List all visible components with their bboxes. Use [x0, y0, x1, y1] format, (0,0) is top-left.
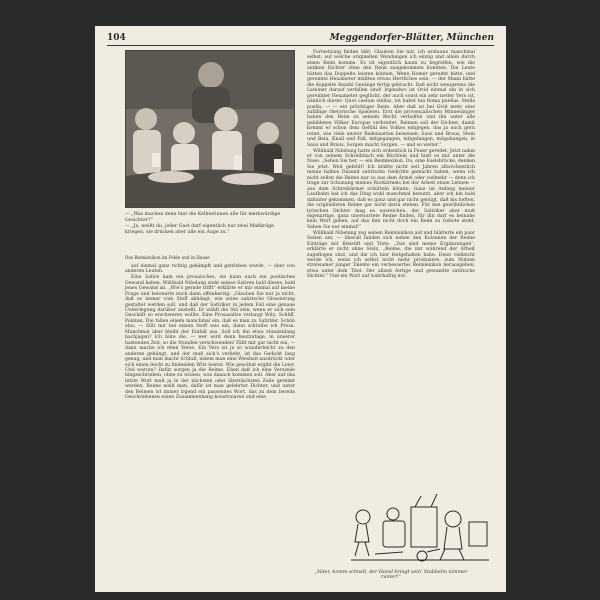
left-column: [125, 264, 295, 401]
tavern-illustration-drawing: [126, 51, 295, 208]
illustration-caption: [125, 212, 295, 236]
running-title: Meggendorfer-Blätter, München: [329, 33, 494, 43]
caption-line: — „Ja, weißt du, jeder Gast darf eigentlich nur zwei Maßkrüge kriegen, sie drücken aber alle ein Auge zu.“: [125, 224, 275, 235]
right-column: [307, 50, 475, 280]
magazine-page: [95, 26, 506, 592]
paragraph: auf einmal ganz richtig gekämpft und getrieben wurde, — aber von anderen Leuten.: [125, 264, 295, 275]
paragraph: Fortsetzung finden läßt. Glauben Sie mir, ich erstaune manchmal selbst, auf welche originellen Wendungen ich einzig und allein durch einen Reim komme. Es ist eigentlich kaum zu begreifen, wie die antiken Dichter ohne den Reim ausgekommen konnten. Die Leute hätten das Doppelte leisten können. Wenn Homer gereimt hätte, und gereimte Hexameter müßten etwas Herrliches sein, — der Mann hätte die doppelte Anzahl Gesänge fertig gebracht. Daß nicht wenigstens die Lateiner darauf verfallen sind! Irgendwo ist Ovid einmal ein in sich gereimter Hexameter geglückt, der auch sonst ein sehr netter Vers ist, nämlich dieser: Quot caelum stellas, tot habet tua Roma puellas. Stella puella, — — ein prächtiger Reim. Aber daß ist bei Ovid mehr eine zufällige rhetorische Spielerei. Erst die provençalischen Minnesänger haben den Reim zu seinem Recht verholfen und ihn unter alle gebildeten Völker Europas verbreitet. Reimen soll der Dichter, damit kommt er schon dem Gefühl des Volkes entgegen, das ja auch gern reimt, wie viele unsrer Redensarten beweisen: Saus und Braus, Stein und Bein, Knall und Fall, mitgegangen, mitgefangen, mitgehangen, in Saus und Braus, Sorgen macht Sorgen, — und so weiter.“: [307, 50, 475, 148]
paragraph: Willibald Nibelung hatte sich ordentlich in Feuer geredet. Jetzt nahm er von seinem Schreibtisch ein Büchlein und hielt es mir unter die Nase. „Sehen Sie her, — ein Reimlexikon. Da, eine Eselsbrücke, denken Sie jetzt. Weit gefehlt! Ich müßte nicht seit Jahren allwöchentlich meine halbes Duzend satirische Gedichte gemacht haben, wenn ich nicht selbst die Reime nur so aus dem Ärmel oder vielmehr — denn ich trage zur Schonung meines Rockärmels bei der Arbeit einen Lehnen — aus dem Schreibärmel schütteln könnte. Ganz im Anfang meiner Laufbahn hat ich das Ding wohl manchmal benutzt, aber ich bin bald dahinter gekommen, daß es ganz und gar nicht genügt, daß bis heften, die originellsten Reime gar nicht darin stehen. Für den gewöhnlichen lyrischen Dichter mag es ausreichen, der Satiriker aber muß eigenartige, ganz unerwartete Reime finden, für ihn darf es beinahe kein Wort geben, auf das ihm nicht doch ein Reim zu Gebote steht. Sehen Sie nur einmal!“: [307, 148, 475, 230]
page-number: 104: [107, 33, 126, 43]
caption-line: — „Was machen denn hier die Kellnerinnen alle für merkwürdige Gesichter?“: [125, 212, 281, 223]
cartoon-drawing: [345, 486, 495, 568]
tavern-illustration: [125, 50, 295, 208]
paragraph: Eine Satire kam ein prosaisches, sie kann auch ein poetisches Gewand haben. Willibald Nibelung zieht seinen Satiren bald dieses, bald jenes Gewand an. „Wie's gerade trifft“ erklärte er mir einmal auf meine Frage und beteuerte mich dann offenherzig: „Glauben Sie nur ja nicht, daß es immer vom Stoff abhängt, wie seine satirische Glossierung gestaltet werden soll, und daß der Satiriker in jedem Fall eine genaue Ueberlegung darüber anstellt. Er wählt die Stil sein, wenn er sich sein Geschäft so erschweren wollte. Eine Prosasatire verlangt Witz, Schliff, Pointen. Die fallen einem manchmal ein, daß es man zu Satirifer. Schön also, — fällt mir bei einem Stoff was ein, dann schreibe ich Prosa. Manchmal aber bleibt der Einfall aus. Soll ich ihn etwa stundenlang nachjagen? Ich hüte die, — wer wird denn heutzutage, in unserer hastenden Zeit, so die Stunden verschwenden! Fällt mir gar nicht ein, — dann mache ich eben Verse. Ein Vers ist ja so wunderleicht zu den anderen gehängt, und der muß sich's verliebt, ist das Gedicht lang genug, und man macht Schluß, indem man eine Weisheit ausdrückt oder sich einen leicht zu findenden Witz leistet. Wie gewöhnt ergibt die Leier. Und warum? Dafür sorgen ja die Reime. Eben daß ich eine Verszeile hingeschrieben, ohne zu wissen, was danach kommen soll. Aber auf das letzte Wort muß ja in der nächsten oder übernächsten Zeile gereimt werden. Reime weiß man, dafür ist man gelehrter Dichter, und unter den Reimen ist immer irgend ein passendes Wort, das zu dem bereits Geschriebenen einen Zusammenhang konstruieren und eine: [125, 275, 295, 401]
paragraph: Willibald Nibelung zog seinen Reimlexikon auf und blätterte ein paar Seiten um, — überall fanden sich neben den Kolonnen der Reime Einträge mit Bleistift und Tinte. „Das sind meine Ergänzungen“, erklärte er nicht ohne Stolz, „Reime, die mir während der Arbeit zugeflogen sind, und die ich hier festgehalten habe. Denn vielleicht werde ich, wenn ich selbst nicht mehr produziere, zum Nutzen strebsamer junger Talente ein verbessertes Reimlexikon herausgeben, etwa unter dem Titel: Der allzeit fertige und gewandte satirische Dichter.“ Und ein Wort auf wahrhaftig not.: [307, 230, 475, 280]
cartoon-caption: „Vater, komm schnell, der Hansl bringt sein' Stabbelm nimmer runter!“: [314, 570, 468, 580]
section-title: Das Reimlexikon im Felde und in Hause: [125, 255, 210, 260]
page-header: [107, 32, 494, 46]
